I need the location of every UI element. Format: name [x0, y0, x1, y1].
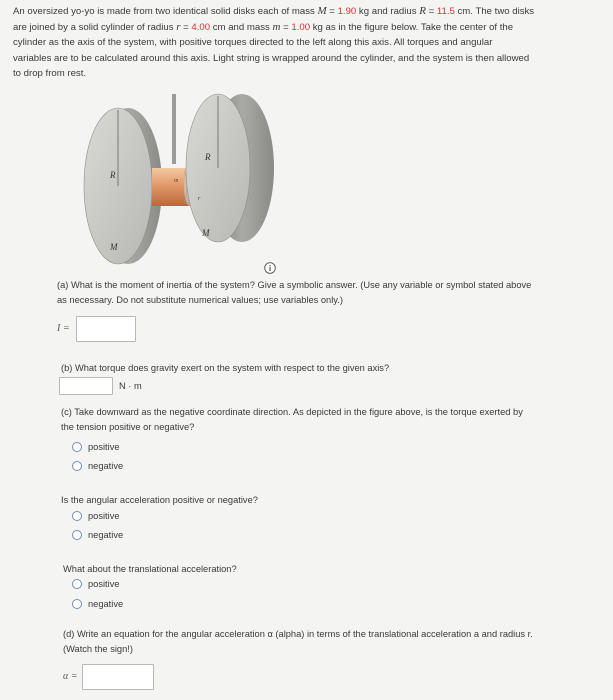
part-d-answer-row — [63, 664, 154, 690]
problem-line-5: to drop from rest. — [13, 68, 87, 80]
value-r: 4.00 — [191, 21, 211, 33]
alpha-answer-input[interactable] — [82, 664, 154, 690]
part-a-question: (a) What is the moment of inertia of the system? Give a symbolic answer. (Use any variable or symbol stated above as necessary. Do not substitute numerical values; use variables only.) — [57, 280, 532, 305]
problem-line-2: are joined by a solid cylinder of radius r = 4.00 cm and mass m = 1.00 kg as in the figure below. Take the center of the — [13, 20, 514, 33]
label-M-left: M — [110, 242, 118, 252]
problem-line-1: An oversized yo-yo is made from two identical solid disks each of mass M = 1.90 kg and radius R = 11.5 cm. The two disks — [13, 5, 535, 17]
torque-unit: N · m — [119, 380, 142, 391]
translational-positive-option[interactable]: positive — [72, 579, 120, 589]
radio-button[interactable] — [72, 579, 82, 589]
problem-line-4: variables are to be calculated around this axis. Light string is wrapped around the cylinder, and the system is then allowed — [13, 52, 530, 64]
symbol-m: m — [272, 20, 281, 33]
radio-button[interactable] — [72, 442, 82, 452]
radio-button[interactable] — [72, 511, 82, 521]
alpha-label: α = — [63, 670, 78, 682]
radio-button[interactable] — [72, 461, 82, 471]
value-m: 1.00 — [291, 21, 311, 33]
axis-rod — [172, 94, 176, 164]
tension-positive-option[interactable]: positive — [72, 442, 120, 452]
problem-statement — [13, 4, 608, 82]
inertia-answer-input[interactable] — [76, 316, 136, 342]
symbol-R: R — [419, 5, 426, 17]
right-disk — [186, 94, 274, 242]
part-a-answer-row — [57, 316, 136, 342]
angular-negative-option[interactable]: negative — [72, 530, 123, 540]
tension-negative-option[interactable]: negative — [72, 461, 123, 471]
problem-line-3: cylinder as the axis of the system, with positive torques directed to the left along this axis. All torques and angular — [13, 37, 493, 49]
label-R-left: R — [110, 170, 116, 180]
inertia-label: I = — [57, 322, 70, 334]
part-b-question: (b) What torque does gravity exert on the system with respect to the given axis? — [61, 363, 390, 373]
value-M: 1.90 — [337, 6, 357, 17]
left-disk — [84, 108, 162, 264]
part-b-answer-row — [59, 377, 142, 395]
label-m: m — [174, 178, 179, 184]
radio-button[interactable] — [72, 599, 82, 609]
radio-button[interactable] — [72, 530, 82, 540]
value-R: 11.5 — [436, 6, 455, 17]
info-icon[interactable] — [264, 262, 276, 274]
part-c-question: (c) Take downward as the negative coordinate direction. As depicted in the figure above, is the torque exerted by the tension positive or negative? — [61, 407, 523, 432]
label-M-right: M — [202, 228, 210, 238]
translational-accel-question: What about the translational acceleration? — [63, 564, 237, 574]
yo-yo-figure — [70, 88, 280, 273]
torque-answer-input[interactable] — [59, 377, 113, 395]
label-r: r — [198, 196, 201, 202]
part-d-question: (d) Write an equation for the angular acceleration α (alpha) in terms of the translational acceleration a and radius r. (Watch the sign!) — [63, 629, 533, 654]
label-R-right: R — [205, 152, 211, 162]
symbol-M: M — [317, 5, 327, 17]
translational-negative-option[interactable]: negative — [72, 599, 123, 609]
symbol-r: r — [176, 20, 181, 33]
angular-accel-question: Is the angular acceleration positive or negative? — [61, 495, 258, 505]
angular-positive-option[interactable]: positive — [72, 511, 120, 521]
